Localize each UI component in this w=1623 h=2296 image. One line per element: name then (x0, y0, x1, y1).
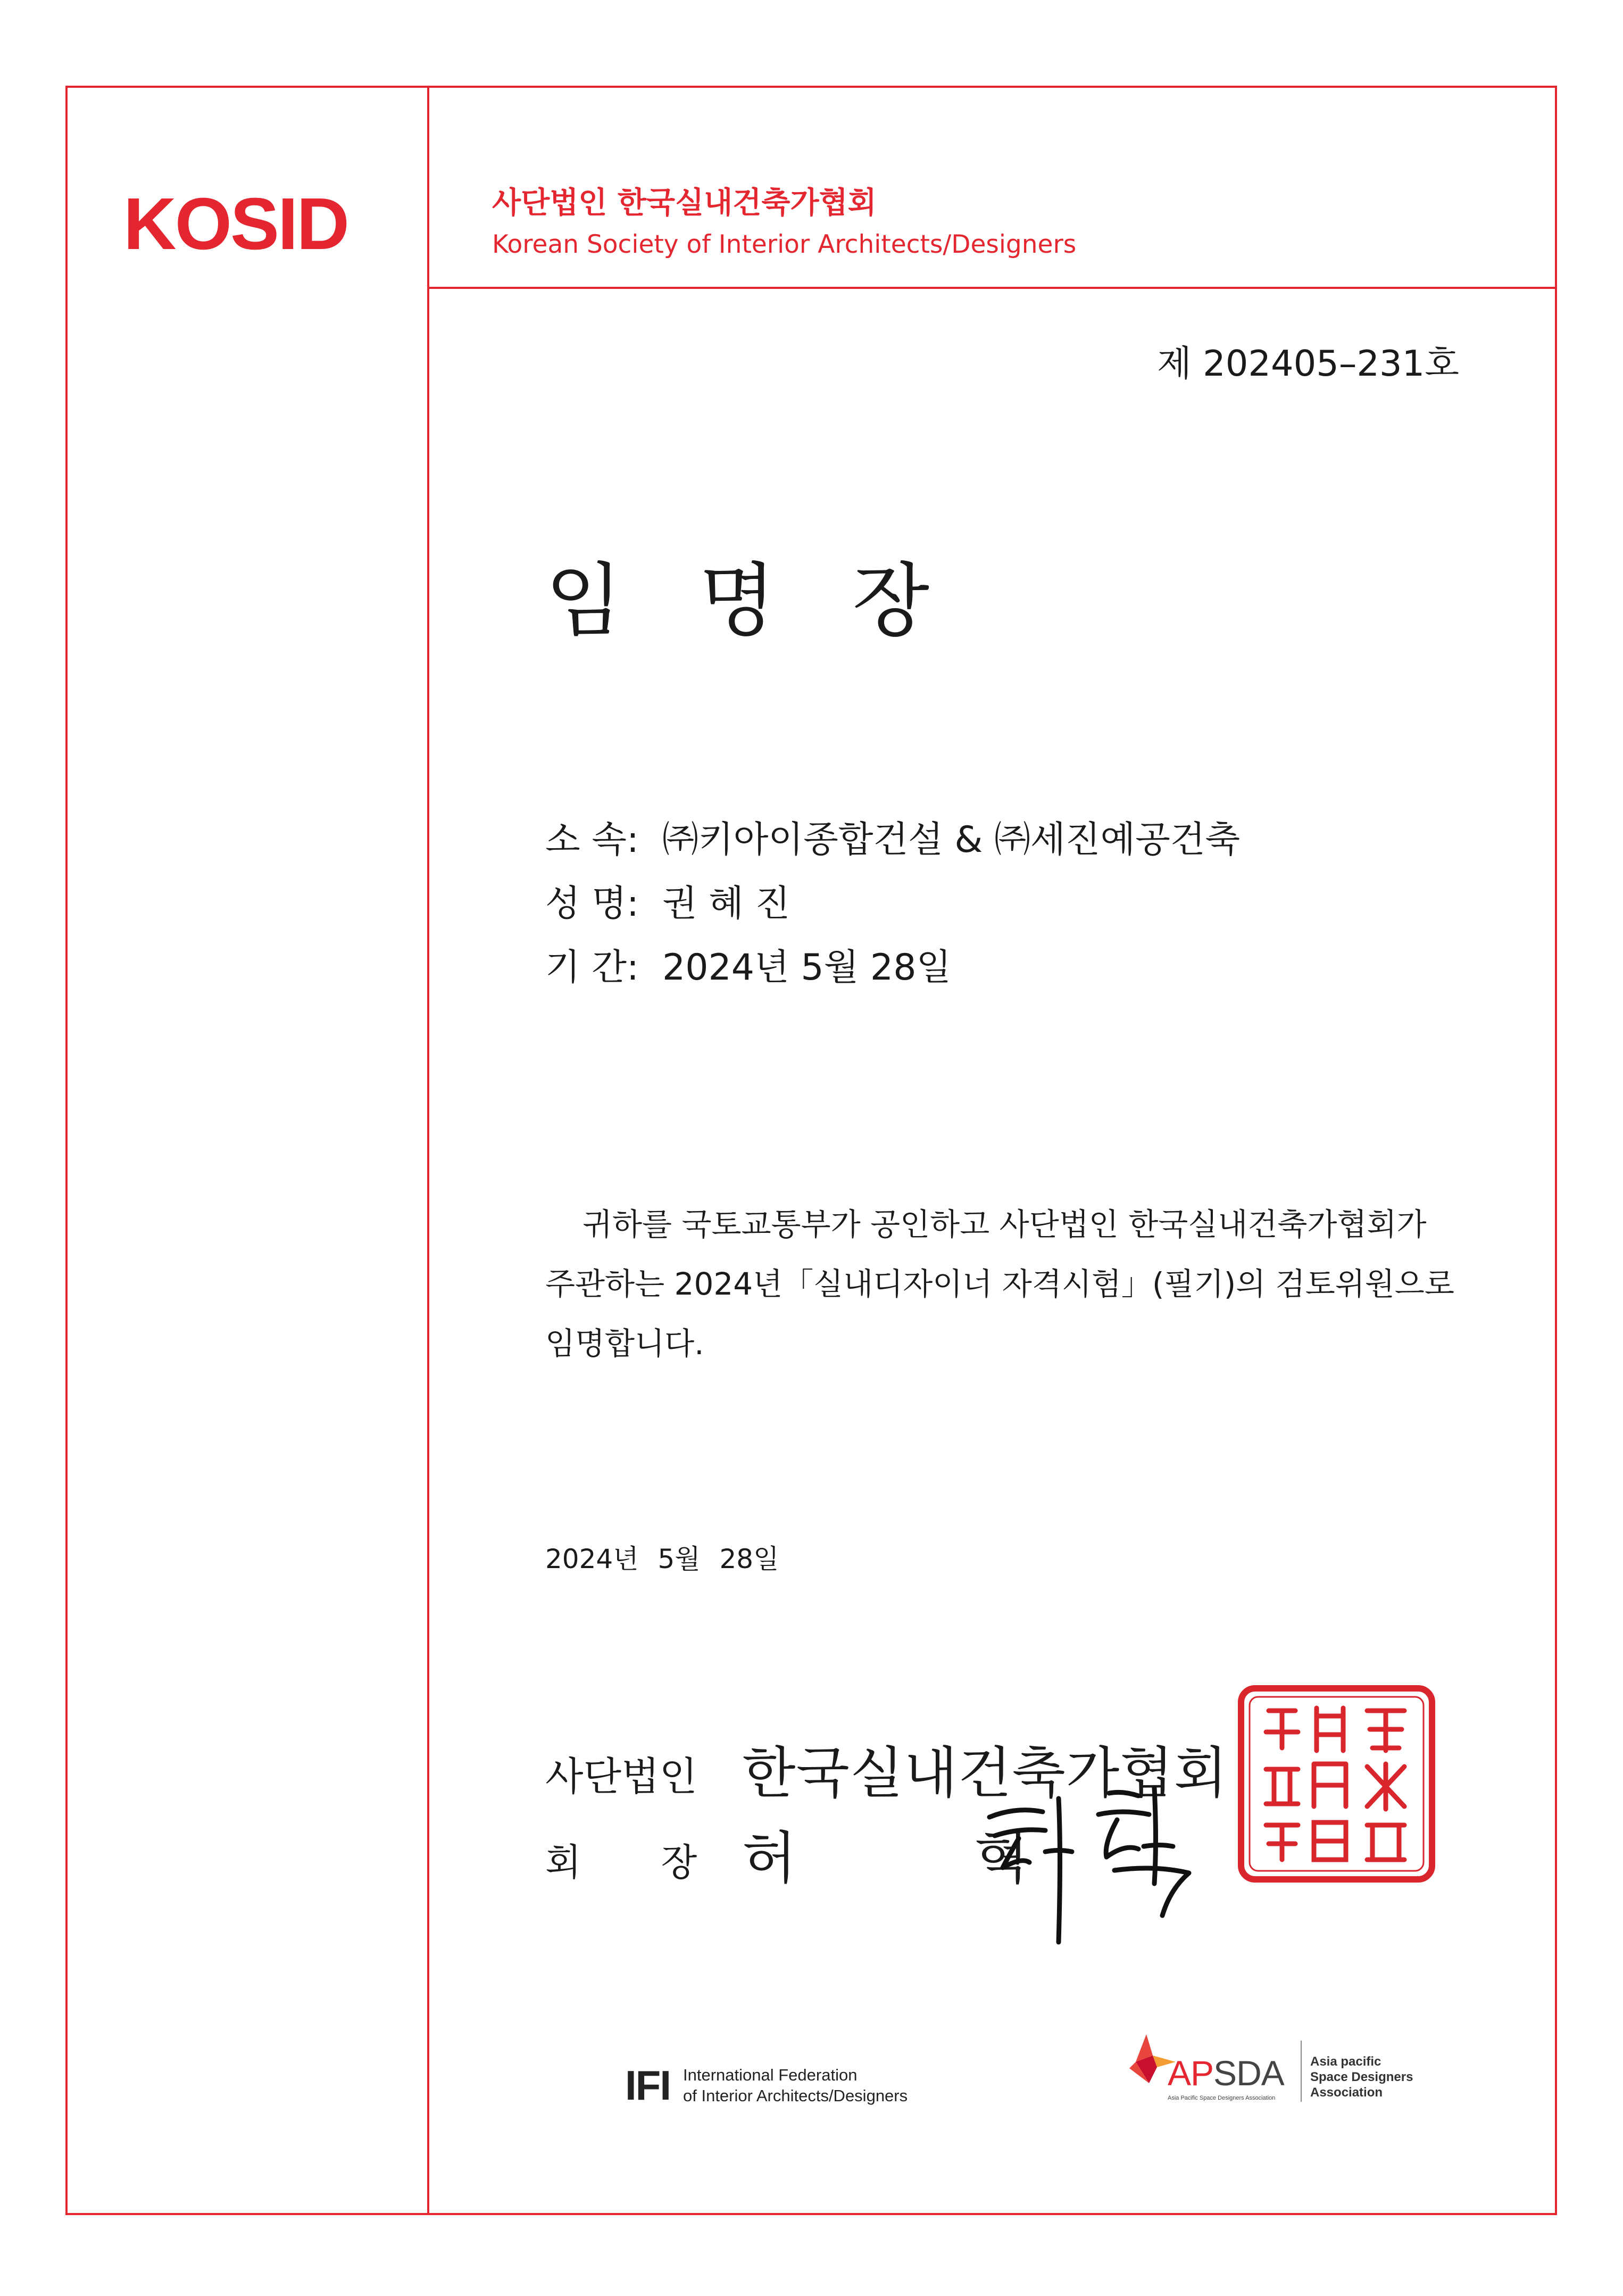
role-char: 장 (661, 1841, 697, 1884)
field-name (545, 883, 790, 925)
apsda-line: Space Designers (1310, 2070, 1413, 2084)
field-value: 권 혜 진 (662, 883, 790, 925)
body-line: 귀하를 국토교통부가 공인하고 사단법인 한국실내건축가협회가 (582, 1206, 1427, 1242)
field-label: 소 속: (545, 819, 639, 861)
role-char: 회 (545, 1841, 581, 1884)
ifi-line: International Federation (683, 2066, 858, 2084)
apsda-line: Association (1310, 2085, 1383, 2100)
ifi-mark: IFI (625, 2062, 670, 2109)
ifi-name (683, 2065, 908, 2106)
apsda-subtitle: Asia Pacific Space Designers Association (1168, 2095, 1276, 2101)
org-name-english: Korean Society of Interior Architects/Designers (492, 230, 1077, 259)
appointment-text (545, 1195, 1460, 1373)
issuer-prefix: 사단법인 (545, 1754, 697, 1800)
handwritten-signature (979, 1777, 1202, 1953)
apsda-wordmark: APSDA (1168, 2053, 1284, 2093)
official-seal-image (1237, 1684, 1436, 1884)
issuer-role (545, 1841, 697, 1884)
document-border (65, 86, 1557, 2215)
body-line: 임명합니다. (545, 1325, 704, 1362)
org-name-korean: 사단법인 한국실내건축가협회 (492, 186, 877, 220)
ifi-logo (625, 2062, 908, 2109)
apsda-separator (1301, 2041, 1302, 2102)
apsda-line: Asia pacific (1310, 2054, 1381, 2069)
margin-divider (427, 86, 429, 2215)
field-affiliation (545, 819, 1241, 861)
issuer-org-name: 한국실내건축가협회 (742, 1740, 1228, 1805)
body-line: 주관하는 2024년「실내디자이너 자격시험」(필기)의 검토위원으로 (545, 1266, 1454, 1302)
document-number: 제 202405–231호 (1157, 343, 1459, 384)
field-label: 성 명: (545, 883, 639, 925)
field-period (545, 947, 952, 989)
document-title: 임 명 장 (545, 555, 955, 648)
kosid-logo: KOSID (123, 183, 348, 265)
field-value: ㈜키아이종합건설 & ㈜세진예공건축 (662, 819, 1241, 861)
header-divider (427, 287, 1557, 289)
field-value: 2024년 5월 28일 (662, 947, 952, 989)
apsda-logo (1125, 2030, 1423, 2110)
apsda-description (1310, 2054, 1413, 2100)
issue-date: 2024년 5월 28일 (545, 1544, 779, 1574)
president-name: 허 혁 (742, 1826, 1109, 1891)
ifi-line: of Interior Architects/Designers (683, 2086, 908, 2105)
field-label: 기 간: (545, 947, 639, 989)
